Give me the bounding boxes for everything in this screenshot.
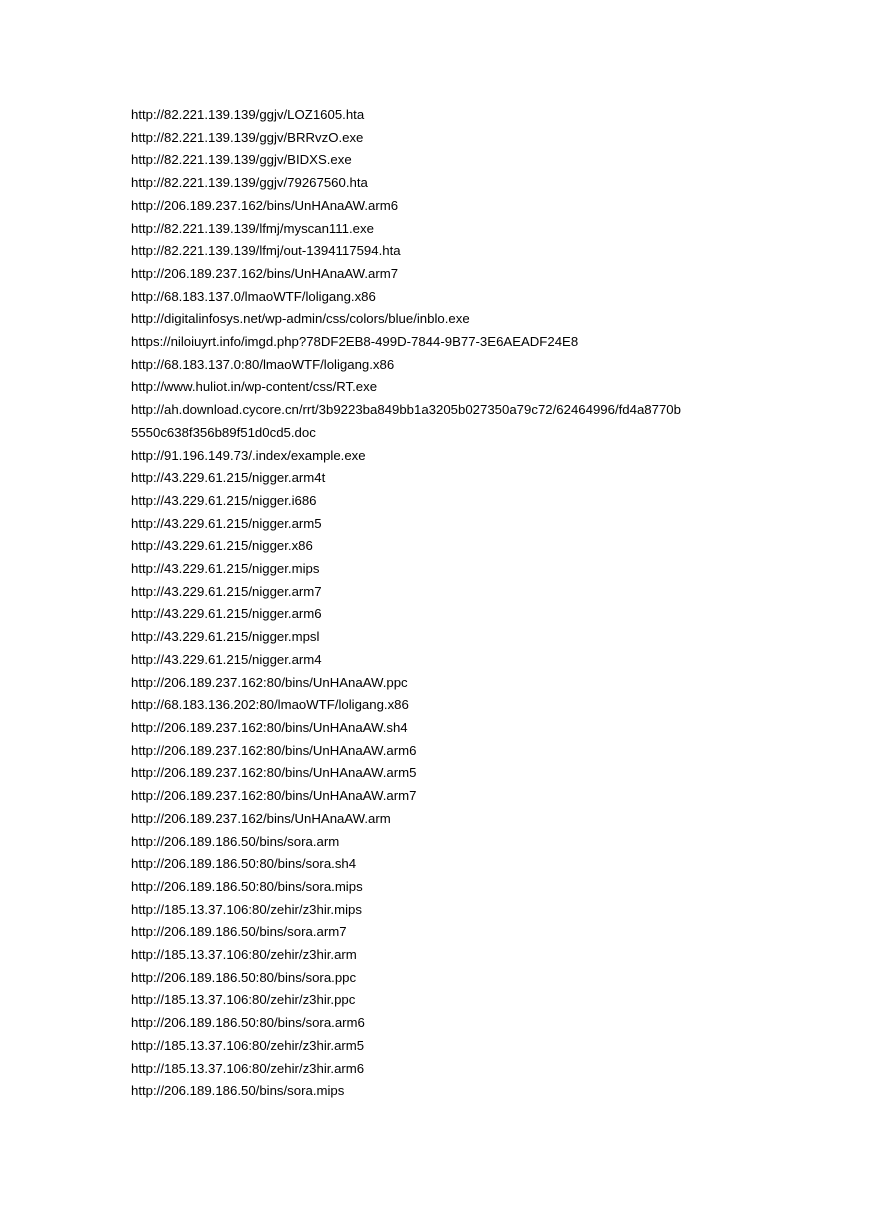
url-line: http://68.183.136.202:80/lmaoWTF/loligang.x86 [131, 697, 409, 713]
url-line: http://43.229.61.215/nigger.arm6 [131, 606, 322, 622]
url-line: http://206.189.237.162:80/bins/UnHAnaAW.sh4 [131, 719, 408, 735]
url-line: 5550c638f356b89f51d0cd5.doc [131, 424, 316, 440]
url-line: http://206.189.186.50/bins/sora.arm7 [131, 924, 347, 940]
url-line: http://91.196.149.73/.index/example.exe [131, 447, 366, 463]
url-line: http://43.229.61.215/nigger.arm5 [131, 515, 322, 531]
url-line: http://185.13.37.106:80/zehir/z3hir.arm6 [131, 1060, 365, 1076]
url-line: http://82.221.139.139/ggjv/BRRvzO.exe [131, 129, 364, 145]
url-line: http://206.189.237.162:80/bins/UnHAnaAW.arm5 [131, 765, 417, 781]
url-line: http://43.229.61.215/nigger.arm7 [131, 583, 322, 599]
url-line: http://206.189.186.50/bins/sora.arm [131, 833, 340, 849]
url-line: http://43.229.61.215/nigger.arm4t [131, 470, 326, 486]
url-line: http://82.221.139.139/ggjv/79267560.hta [131, 175, 368, 191]
url-line: http://206.189.237.162/bins/UnHAnaAW.arm7 [131, 265, 399, 281]
url-line: http://43.229.61.215/nigger.mips [131, 561, 320, 577]
url-line: http://206.189.186.50/bins/sora.mips [131, 1083, 345, 1099]
url-line: http://ah.download.cycore.cn/rrt/3b9223ba849bb1a3205b027350a79c72/62464996/fd4a8770b [131, 402, 681, 418]
url-line: http://206.189.237.162:80/bins/UnHAnaAW.ppc [131, 674, 408, 690]
url-line: http://43.229.61.215/nigger.arm4 [131, 651, 322, 667]
url-line: http://43.229.61.215/nigger.i686 [131, 492, 317, 508]
url-line: http://68.183.137.0:80/lmaoWTF/loligang.x86 [131, 356, 395, 372]
url-line: http://68.183.137.0/lmaoWTF/loligang.x86 [131, 288, 376, 304]
url-line: http://43.229.61.215/nigger.x86 [131, 538, 313, 554]
url-line: http://206.189.237.162/bins/UnHAnaAW.arm6 [131, 197, 399, 213]
url-line: http://82.221.139.139/ggjv/LOZ1605.hta [131, 107, 365, 122]
url-line: http://206.189.186.50:80/bins/sora.mips [131, 878, 363, 894]
url-line: http://206.189.186.50:80/bins/sora.sh4 [131, 856, 357, 872]
url-line: http://www.huliot.in/wp-content/css/RT.exe [131, 379, 378, 395]
url-line: http://206.189.237.162/bins/UnHAnaAW.arm [131, 810, 391, 826]
url-line: http://82.221.139.139/lfmj/out-1394117594.hta [131, 243, 401, 259]
url-line: https://niloiuyrt.info/imgd.php?78DF2EB8-499D-7844-9B77-3E6AEADF24E8 [131, 334, 579, 350]
url-line: http://206.189.237.162:80/bins/UnHAnaAW.arm6 [131, 742, 417, 758]
url-line: http://206.189.186.50:80/bins/sora.ppc [131, 969, 357, 985]
url-line: http://185.13.37.106:80/zehir/z3hir.ppc [131, 992, 356, 1008]
url-line: http://82.221.139.139/lfmj/myscan111.exe [131, 220, 374, 236]
url-line: http://82.221.139.139/ggjv/BIDXS.exe [131, 152, 352, 168]
url-line: http://43.229.61.215/nigger.mpsl [131, 629, 320, 645]
url-line: http://185.13.37.106:80/zehir/z3hir.arm [131, 947, 357, 963]
url-line: http://185.13.37.106:80/zehir/z3hir.arm5 [131, 1037, 365, 1053]
url-line: http://206.189.237.162:80/bins/UnHAnaAW.arm7 [131, 788, 417, 804]
url-line: http://digitalinfosys.net/wp-admin/css/colors/blue/inblo.exe [131, 311, 470, 327]
url-line: http://206.189.186.50:80/bins/sora.arm6 [131, 1015, 365, 1031]
url-list [131, 104, 741, 1103]
url-line: http://185.13.37.106:80/zehir/z3hir.mips [131, 901, 362, 917]
